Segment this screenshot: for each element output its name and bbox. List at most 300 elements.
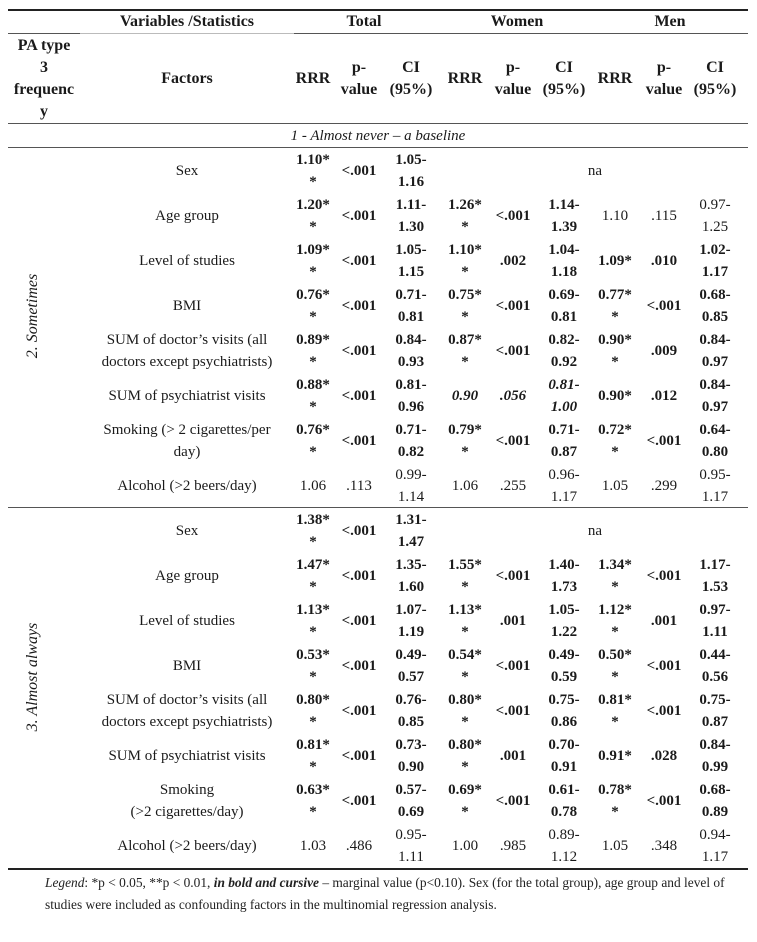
women-p-value-cell: <.001 [495, 207, 531, 224]
header-p-value-line: p- [351, 58, 367, 76]
header-pa-type [8, 34, 80, 123]
men-ci-line: 1.02- [699, 241, 731, 258]
total-rrr-line: 0.89* [296, 331, 330, 348]
total-ci-cell [383, 373, 439, 418]
header-pa-type-line: frequenc [13, 80, 75, 98]
women-p-value-cell: .001 [499, 747, 527, 764]
total-p-value-cell: <.001 [341, 162, 377, 179]
total-ci-cell [383, 643, 439, 688]
total-ci-line: 1.05- [395, 241, 427, 258]
header-pa-type-line: y [40, 102, 48, 120]
total-ci-cell [383, 418, 439, 463]
women-ci-line: 0.70- [548, 736, 580, 753]
factor-label [80, 733, 294, 778]
total-ci-line: 0.76- [395, 691, 427, 708]
total-ci-cell [383, 508, 439, 553]
women-rrr-cell [442, 643, 488, 688]
women-rrr-line: 1.55* [448, 556, 482, 573]
men-rrr-cell [592, 373, 638, 418]
women-ci-line: 0.92 [550, 353, 578, 370]
factor-label-line: day) [173, 443, 201, 460]
women-ci-line: 1.22 [550, 623, 578, 640]
total-rrr-cell [290, 193, 336, 238]
women-rrr-cell [442, 463, 488, 508]
men-ci-line: 1.11 [702, 623, 728, 640]
women-ci-line: 0.49- [548, 646, 580, 663]
factor-label-line: Smoking [159, 781, 215, 798]
women-ci-line: 0.71- [548, 421, 580, 438]
men-rrr-line: 0.78* [598, 781, 632, 798]
men-rrr-line: 0.81* [598, 691, 632, 708]
women-ci-cell [538, 598, 590, 643]
women-p-value-cell: .985 [499, 837, 527, 854]
total-p-value-cell: <.001 [341, 297, 377, 314]
women-rrr-line: * [461, 578, 469, 595]
factor-label [80, 283, 294, 328]
men-ci-cell [690, 238, 740, 283]
total-ci-line: 0.57 [397, 668, 425, 685]
total-rrr-line: 1.10* [296, 151, 330, 168]
women-ci-cell [538, 193, 590, 238]
total-ci-cell [383, 823, 439, 868]
men-rrr-cell [592, 643, 638, 688]
men-ci-line: 0.85 [701, 308, 729, 325]
factor-label-line: (>2 cigarettes/day) [130, 803, 244, 820]
women-rrr-cell [442, 193, 488, 238]
women-ci-cell [538, 373, 590, 418]
men-rrr-cell [592, 688, 638, 733]
women-rrr-line: 0.80* [448, 736, 482, 753]
total-p-value-cell: <.001 [341, 612, 377, 629]
factor-label-line: Alcohol (>2 beers/day) [117, 837, 257, 854]
total-ci-cell [383, 148, 439, 193]
men-ci-line: 0.64- [699, 421, 731, 438]
men-ci-cell [690, 688, 740, 733]
legend-text-part1: : *p < 0.05, **p < 0.01, [84, 875, 214, 890]
header-pa-type-line: PA type [17, 36, 71, 54]
total-rrr-line: 0.76* [296, 421, 330, 438]
women-rrr-line: * [461, 713, 469, 730]
men-p-value-cell: .115 [651, 207, 677, 224]
total-ci-line: 0.82 [397, 443, 425, 460]
header-total-p-value [336, 34, 382, 123]
men-ci-line: 0.68- [699, 286, 731, 303]
men-rrr-cell [592, 553, 638, 598]
men-rrr-cell [592, 328, 638, 373]
table-bottom-rule [8, 868, 748, 870]
men-rrr-cell [592, 733, 638, 778]
total-p-value-cell: <.001 [341, 252, 377, 269]
factor-label-line: BMI [172, 297, 202, 314]
women-ci-line: 1.14- [548, 196, 580, 213]
factor-label [80, 508, 294, 553]
women-p-value-cell: <.001 [495, 342, 531, 359]
women-ci-line: 1.12 [550, 848, 578, 865]
total-ci-line: 1.35- [395, 556, 427, 573]
total-ci-line: 0.49- [395, 646, 427, 663]
men-rrr-line: * [611, 578, 619, 595]
header-ci-line: CI [706, 58, 724, 76]
total-rrr-line: 0.88* [296, 376, 330, 393]
header-men: Men [654, 12, 686, 30]
men-ci-cell [690, 643, 740, 688]
men-ci-line: 1.17 [701, 488, 729, 505]
total-rrr-line: * [309, 758, 317, 775]
header-pa-type-line: 3 [40, 58, 48, 76]
men-rrr-line: 0.77* [598, 286, 632, 303]
total-ci-line: 1.05- [395, 151, 427, 168]
men-ci-line: 0.80 [701, 443, 729, 460]
men-ci-cell [690, 283, 740, 328]
total-p-value-cell: <.001 [341, 207, 377, 224]
header-women: Women [490, 12, 544, 30]
men-rrr-cell [592, 598, 638, 643]
women-ci-cell [538, 283, 590, 328]
total-rrr-line: 1.47* [296, 556, 330, 573]
men-ci-cell [690, 778, 740, 823]
factor-label-line: Alcohol (>2 beers/day) [117, 477, 257, 494]
factor-label [80, 148, 294, 193]
total-rrr-cell [290, 688, 336, 733]
men-ci-cell [690, 193, 740, 238]
total-ci-line: 1.31- [395, 511, 427, 528]
women-rrr-cell [442, 283, 488, 328]
men-rrr-line: 1.05 [601, 837, 629, 854]
total-ci-line: 0.69 [397, 803, 425, 820]
factor-label [80, 238, 294, 283]
women-rrr-cell [442, 418, 488, 463]
women-ci-cell [538, 418, 590, 463]
factor-label [80, 418, 294, 463]
total-rrr-line: * [309, 443, 317, 460]
men-rrr-line: 1.34* [598, 556, 632, 573]
header-ci-line: (95%) [389, 80, 433, 98]
women-rrr-line: * [461, 758, 469, 775]
total-rrr-line: * [309, 263, 317, 280]
women-p-value-cell: .255 [499, 477, 527, 494]
total-rrr-line: 1.03 [299, 837, 327, 854]
total-ci-line: 1.47 [397, 533, 425, 550]
total-p-value-cell: <.001 [341, 657, 377, 674]
factor-label [80, 373, 294, 418]
men-rrr-line: 1.10 [601, 207, 629, 224]
women-ci-line: 0.81 [550, 308, 578, 325]
total-rrr-cell [290, 823, 336, 868]
women-ci-line: 0.81- [548, 376, 580, 393]
total-rrr-line: * [309, 218, 317, 235]
factor-label-line: Age group [155, 207, 219, 224]
total-p-value-cell: <.001 [341, 792, 377, 809]
factor-label-line: doctors except psychiatrists) [101, 713, 273, 730]
total-rrr-cell [290, 643, 336, 688]
total-rrr-cell [290, 418, 336, 463]
women-ci-line: 1.04- [548, 241, 580, 258]
men-rrr-line: * [611, 668, 619, 685]
not-applicable-cell: na [587, 522, 603, 539]
men-ci-cell [690, 373, 740, 418]
men-p-value-cell: .012 [650, 387, 678, 404]
total-ci-cell [383, 238, 439, 283]
total-ci-cell [383, 193, 439, 238]
header-ci-line: CI [555, 58, 573, 76]
total-ci-line: 0.99- [395, 466, 427, 483]
total-rrr-line: 0.63* [296, 781, 330, 798]
total-ci-cell [383, 283, 439, 328]
factor-label [80, 328, 294, 373]
total-rrr-line: * [309, 713, 317, 730]
total-ci-line: 1.16 [397, 173, 425, 190]
header-p-value-line: p- [505, 58, 521, 76]
women-ci-cell [538, 463, 590, 508]
men-ci-line: 0.97- [699, 601, 731, 618]
total-rrr-cell [290, 778, 336, 823]
women-ci-line: 0.59 [550, 668, 578, 685]
total-ci-line: 1.11- [395, 196, 427, 213]
factor-label-line: SUM of doctor’s visits (all [106, 691, 268, 708]
men-rrr-line: * [611, 803, 619, 820]
men-rrr-line: * [611, 713, 619, 730]
baseline-row-label: 1 - Almost never – a baseline [290, 127, 466, 144]
total-ci-line: 1.14 [397, 488, 425, 505]
men-rrr-cell [592, 283, 638, 328]
total-ci-cell [383, 553, 439, 598]
factor-label-line: doctors except psychiatrists) [101, 353, 273, 370]
total-ci-line: 0.73- [395, 736, 427, 753]
total-rrr-line: 1.13* [296, 601, 330, 618]
total-p-value-cell: <.001 [341, 702, 377, 719]
women-ci-line: 0.82- [548, 331, 580, 348]
women-rrr-cell [442, 553, 488, 598]
factor-label [80, 463, 294, 508]
men-p-value-cell: .010 [650, 252, 678, 269]
women-ci-line: 0.87 [550, 443, 578, 460]
total-ci-line: 0.90 [397, 758, 425, 775]
women-ci-line: 1.00 [550, 398, 578, 415]
total-rrr-line: 0.80* [296, 691, 330, 708]
section-label-almost-always: 3. Almost always [24, 622, 41, 732]
men-ci-line: 0.75- [699, 691, 731, 708]
women-ci-cell [538, 553, 590, 598]
women-rrr-line: * [461, 263, 469, 280]
total-rrr-line: 0.53* [296, 646, 330, 663]
men-rrr-cell [592, 823, 638, 868]
header-p-value-line: p- [656, 58, 672, 76]
total-rrr-line: * [309, 803, 317, 820]
total-p-value-cell: <.001 [341, 567, 377, 584]
men-rrr-line: 1.05 [601, 477, 629, 494]
total-ci-cell [383, 688, 439, 733]
men-p-value-cell: <.001 [646, 792, 682, 809]
women-rrr-line: * [461, 353, 469, 370]
men-rrr-cell [592, 418, 638, 463]
factor-label-line: Smoking (> 2 cigarettes/per [103, 421, 271, 438]
men-rrr-cell [592, 463, 638, 508]
women-ci-line: 1.40- [548, 556, 580, 573]
factor-label [80, 778, 294, 823]
women-rrr-cell [442, 238, 488, 283]
men-ci-cell [690, 328, 740, 373]
men-rrr-line: 1.09* [598, 252, 632, 269]
total-ci-line: 0.71- [395, 421, 427, 438]
total-ci-cell [383, 328, 439, 373]
women-rrr-line: 1.10* [448, 241, 482, 258]
women-ci-line: 1.73 [550, 578, 578, 595]
total-rrr-cell [290, 463, 336, 508]
women-rrr-cell [442, 373, 488, 418]
women-rrr-line: 0.87* [448, 331, 482, 348]
header-total-rrr: RRR [295, 69, 331, 87]
men-ci-line: 0.84- [699, 331, 731, 348]
men-ci-line: 0.97- [699, 196, 731, 213]
legend-key: Legend [45, 875, 85, 890]
women-rrr-line: * [461, 803, 469, 820]
total-p-value-cell: <.001 [341, 747, 377, 764]
men-rrr-line: 0.90* [598, 387, 632, 404]
header-men-ci [690, 34, 740, 123]
total-p-value-cell: .486 [345, 837, 373, 854]
total-rrr-line: 0.81* [296, 736, 330, 753]
total-rrr-line: 0.76* [296, 286, 330, 303]
factor-label [80, 643, 294, 688]
men-rrr-line: 1.12* [598, 601, 632, 618]
women-ci-cell [538, 823, 590, 868]
women-p-value-cell: <.001 [495, 567, 531, 584]
header-p-value-line: value [645, 80, 683, 98]
men-ci-line: 0.87 [701, 713, 729, 730]
women-rrr-line: * [461, 308, 469, 325]
header-total: Total [346, 12, 382, 30]
women-p-value-cell: <.001 [495, 792, 531, 809]
total-rrr-line: * [309, 623, 317, 640]
total-rrr-line: * [309, 533, 317, 550]
factor-label-line: Level of studies [139, 612, 235, 629]
women-ci-line: 1.05- [548, 601, 580, 618]
men-p-value-cell: <.001 [646, 657, 682, 674]
total-rrr-cell [290, 733, 336, 778]
men-ci-line: 1.17 [701, 848, 729, 865]
table-legend [45, 872, 725, 916]
total-rrr-cell [290, 283, 336, 328]
women-rrr-line: * [461, 668, 469, 685]
women-p-value-cell: .001 [499, 612, 527, 629]
men-ci-line: 0.84- [699, 376, 731, 393]
men-ci-line: 0.84- [699, 736, 731, 753]
not-applicable-cell: na [587, 162, 603, 179]
header-men-rrr: RRR [597, 69, 633, 87]
women-rrr-line: 0.79* [448, 421, 482, 438]
factor-label-line: SUM of psychiatrist visits [108, 387, 266, 404]
factor-label [80, 598, 294, 643]
total-rrr-line: * [309, 353, 317, 370]
header-ci-line: (95%) [542, 80, 586, 98]
women-rrr-line: * [461, 443, 469, 460]
men-rrr-line: 0.50* [598, 646, 632, 663]
women-ci-line: 1.17 [550, 488, 578, 505]
women-ci-line: 0.86 [550, 713, 578, 730]
header-women-ci [538, 34, 590, 123]
women-p-value-cell: <.001 [495, 297, 531, 314]
women-rrr-cell [442, 778, 488, 823]
men-p-value-cell: <.001 [646, 432, 682, 449]
women-rrr-line: 1.00 [451, 837, 479, 854]
men-p-value-cell: <.001 [646, 297, 682, 314]
women-p-value-cell: .056 [499, 387, 527, 404]
men-ci-line: 0.44- [699, 646, 731, 663]
legend-bold-italic: in bold and cursive [213, 875, 319, 890]
header-factors: Factors [161, 69, 213, 87]
total-ci-line: 0.95- [395, 826, 427, 843]
total-ci-line: 0.85 [397, 713, 425, 730]
total-rrr-cell [290, 373, 336, 418]
women-rrr-line: * [461, 218, 469, 235]
women-ci-line: 0.89- [548, 826, 580, 843]
men-ci-cell [690, 418, 740, 463]
legend-text-part2: – marginal value (p<0.10). Sex (for the total group), age group and level of studies were included as confounding factors in the multinomial regression analysis. [45, 875, 725, 912]
men-rrr-line: 0.91* [598, 747, 632, 764]
women-ci-line: 0.78 [550, 803, 578, 820]
men-ci-line: 0.94- [699, 826, 731, 843]
men-rrr-line: 0.72* [598, 421, 632, 438]
total-rrr-line: * [309, 578, 317, 595]
men-ci-line: 0.97 [701, 353, 729, 370]
factor-label-line: Sex [175, 162, 199, 179]
section-label-sometimes: 2. Sometimes [24, 273, 41, 359]
women-ci-cell [538, 733, 590, 778]
total-ci-line: 0.81- [395, 376, 427, 393]
total-p-value-cell: .113 [346, 477, 372, 494]
men-p-value-cell: .009 [650, 342, 678, 359]
total-rrr-line: 1.06 [299, 477, 327, 494]
factor-label [80, 553, 294, 598]
total-p-value-cell: <.001 [341, 342, 377, 359]
factor-label-line: Sex [175, 522, 199, 539]
header-women-rrr: RRR [447, 69, 483, 87]
women-ci-line: 1.39 [550, 218, 578, 235]
women-rrr-cell [442, 733, 488, 778]
total-ci-line: 0.81 [397, 308, 425, 325]
women-ci-cell [538, 328, 590, 373]
men-ci-line: 0.68- [699, 781, 731, 798]
women-p-value-cell: .002 [499, 252, 527, 269]
men-ci-cell [690, 733, 740, 778]
men-ci-cell [690, 463, 740, 508]
women-rrr-line: 0.69* [448, 781, 482, 798]
women-p-value-cell: <.001 [495, 702, 531, 719]
header-ci-line: CI [402, 58, 420, 76]
women-rrr-line: 1.06 [451, 477, 479, 494]
men-ci-cell [690, 553, 740, 598]
factor-label [80, 823, 294, 868]
women-rrr-line: 0.54* [448, 646, 482, 663]
factor-label-line: SUM of psychiatrist visits [108, 747, 266, 764]
men-p-value-cell: <.001 [646, 567, 682, 584]
men-rrr-cell [592, 778, 638, 823]
header-ci-line: (95%) [693, 80, 737, 98]
header-men-p-value [638, 34, 690, 123]
total-ci-line: 1.11 [398, 848, 424, 865]
men-rrr-line: * [611, 443, 619, 460]
total-p-value-cell: <.001 [341, 432, 377, 449]
total-p-value-cell: <.001 [341, 387, 377, 404]
men-ci-line: 0.99 [701, 758, 729, 775]
header-women-p-value [488, 34, 538, 123]
factor-label-line: Level of studies [139, 252, 235, 269]
women-rrr-line: 0.75* [448, 286, 482, 303]
women-rrr-line: 0.80* [448, 691, 482, 708]
men-ci-line: 0.56 [701, 668, 729, 685]
men-ci-line: 0.89 [701, 803, 729, 820]
men-rrr-line: * [611, 308, 619, 325]
